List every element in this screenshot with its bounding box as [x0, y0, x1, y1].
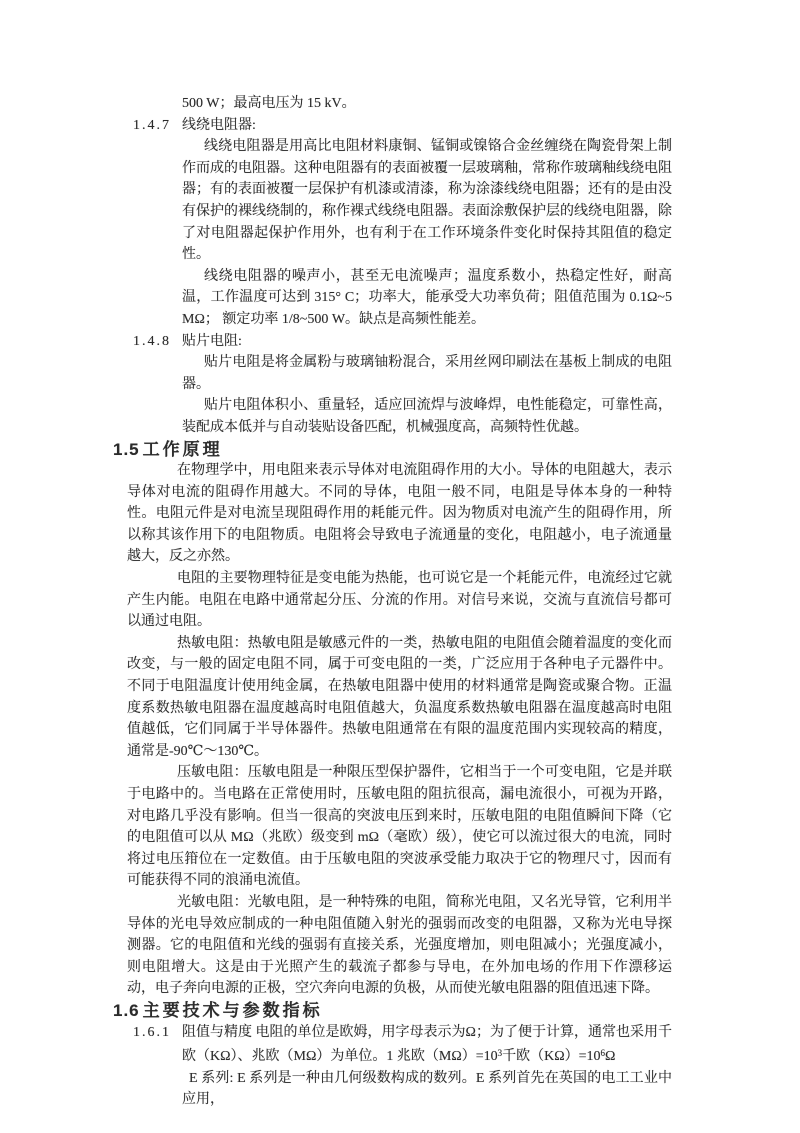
superscript-exponent: 3	[497, 1048, 503, 1059]
paragraph: 线绕电阻器的噪声小，甚至无电流噪声；温度系数小，热稳定性好，耐高温，工作温度可达到 315° C；功率大，能承受大功率负荷；阻值范围为 0.1Ω~5 MΩ； 额定功率 1/8~500 W。缺点是高频性能差。	[182, 268, 672, 327]
item-number: 1.4.7	[133, 117, 171, 133]
document-content	[113, 93, 672, 1111]
numbered-item-1-4-7	[133, 115, 672, 137]
item-title: 贴片电阻:	[182, 333, 242, 349]
paragraph-continuation: 500 W；最高电压为 15 kV。	[182, 96, 356, 111]
superscript-exponent: 6	[600, 1048, 606, 1059]
paragraph: 热敏电阻：热敏电阻是敏感元件的一类，热敏电阻的电阻值会随着温度的变化而改变，与一般的固定电阻不同，属于可变电阻的一类，广泛应用于各种电子元器件中。不同于电阻温度计使用纯金属，在热敏电阻器中使用的材料通常是陶瓷或聚合物。正温度系数热敏电阻器在温度越高时电阻值越大，负温度系数热敏电阻器在温度越高时电阻值越低，它们同属于半导体器件。热敏电阻通常在有限的温度范围内实现较高的精度，通常是-90℃～130℃。	[127, 635, 672, 759]
item-title: 线绕电阻器:	[182, 117, 256, 133]
paragraph: 贴片电阻体积小、重量轻，适应回流焊与波峰焊，电性能稳定，可靠性高，装配成本低并与自动装贴设备匹配，机械强度高，高频特性优越。	[182, 398, 672, 435]
paragraph: 贴片电阻是将金属粉与玻璃铀粉混合，采用丝网印刷法在基板上制成的电阻器。	[182, 355, 672, 392]
heading-title: 工作原理	[142, 439, 223, 459]
paragraph: E 系列: E 系列是一种由几何级数构成的数列。E 系列首先在英国的电工工业中应用，	[182, 1070, 672, 1108]
paragraph: 压敏电阻：压敏电阻是一种限压型保护器件，它相当于一个可变电阻，它是并联于电路中的。当电路在正常使用时，压敏电阻的阻抗很高，漏电流很小，可视为开路，对电路几乎没有影响。但当一很高的突波电压到来时，压敏电阻的电阻值瞬间下降（它的电阻值可以从 MΩ（兆欧）级变到 mΩ（毫欧）级），使它可以流过很大的电流，同时将过电压箝位在一定数值。由于压敏电阻的突波承受能力取决于它的物理尺寸，因而有可能获得不同的浪涌电流值。	[127, 765, 672, 889]
paragraph: 光敏电阻：光敏电阻，是一种特殊的电阻，简称光电阻，又名光导管，它利用半导体的光电导效应制成的一种电阻值随入射光的强弱而改变的电阻器，又称为光电导探测器。它的电阻值和光线的强弱有直接关系，光强度增加，则电阻减小；光强度减小，则电阻增大。这是由于光照产生的载流子都参与导电，在外加电场的作用下作漂移运动，电子奔向电源的正极，空穴奔向电源的负极，从而使光敏电阻器的阻值迅速下降。	[127, 894, 672, 997]
numbered-item-1-6-1	[133, 1022, 672, 1068]
item-text-part: 阻值与精度 电阻的单位是欧姆，用字母表示为Ω；为了便于计算，通常也采用千欧（KΩ）、兆欧（MΩ）为单位。1 兆欧（MΩ）=10	[182, 1024, 672, 1065]
item-number: 1.4.8	[133, 333, 171, 349]
item-text-part: Ω	[605, 1049, 616, 1065]
section-heading-1-6	[113, 1000, 672, 1022]
item-text	[182, 1022, 672, 1068]
paragraph: 电阻的主要物理特征是变电能为热能，也可说它是一个耗能元件，电流经过它就产生内能。电阻在电路中通常起分压、分流的作用。对信号来说，交流与直流信号都可以通过电阻。	[127, 571, 672, 630]
paragraph: 在物理学中，用电阻来表示导体对电流阻碍作用的大小。导体的电阻越大，表示导体对电流的阻碍作用越大。不同的导体，电阻一般不同，电阻是导体本身的一种特性。电阻元件是对电流呈现阻碍作用的耗能元件。因为物质对电流产生的阻碍作用，所以称其该作用下的电阻物质。电阻将会导致电子流通量的变化，电阻越小，电子流通量越大，反之亦然。	[127, 463, 672, 565]
heading-title: 主要技术与参数指标	[142, 1000, 323, 1020]
item-text-part: 千欧（KΩ）=10	[502, 1049, 601, 1065]
paragraph: 线绕电阻器是用高比电阻材料康铜、锰铜或镍铬合金丝缠绕在陶瓷骨架上制作而成的电阻器。这种电阻器有的表面被覆一层玻璃釉，常称作玻璃釉线绕电阻器；有的表面被覆一层保护有机漆或清漆，称为涂漆线绕电阻器；还有的是由没有保护的裸线绕制的，称作裸式线绕电阻器。表面涂敷保护层的线绕电阻器，除了对电阻器起保护作用外，也有利于在工作环境条件变化时保持其阻值的稳定性。	[182, 139, 672, 263]
heading-number: 1.6	[113, 1000, 140, 1020]
item-number: 1.6.1	[133, 1024, 171, 1040]
heading-number: 1.5	[113, 439, 140, 459]
section-heading-1-5	[113, 439, 672, 461]
numbered-item-1-4-8	[133, 331, 672, 353]
